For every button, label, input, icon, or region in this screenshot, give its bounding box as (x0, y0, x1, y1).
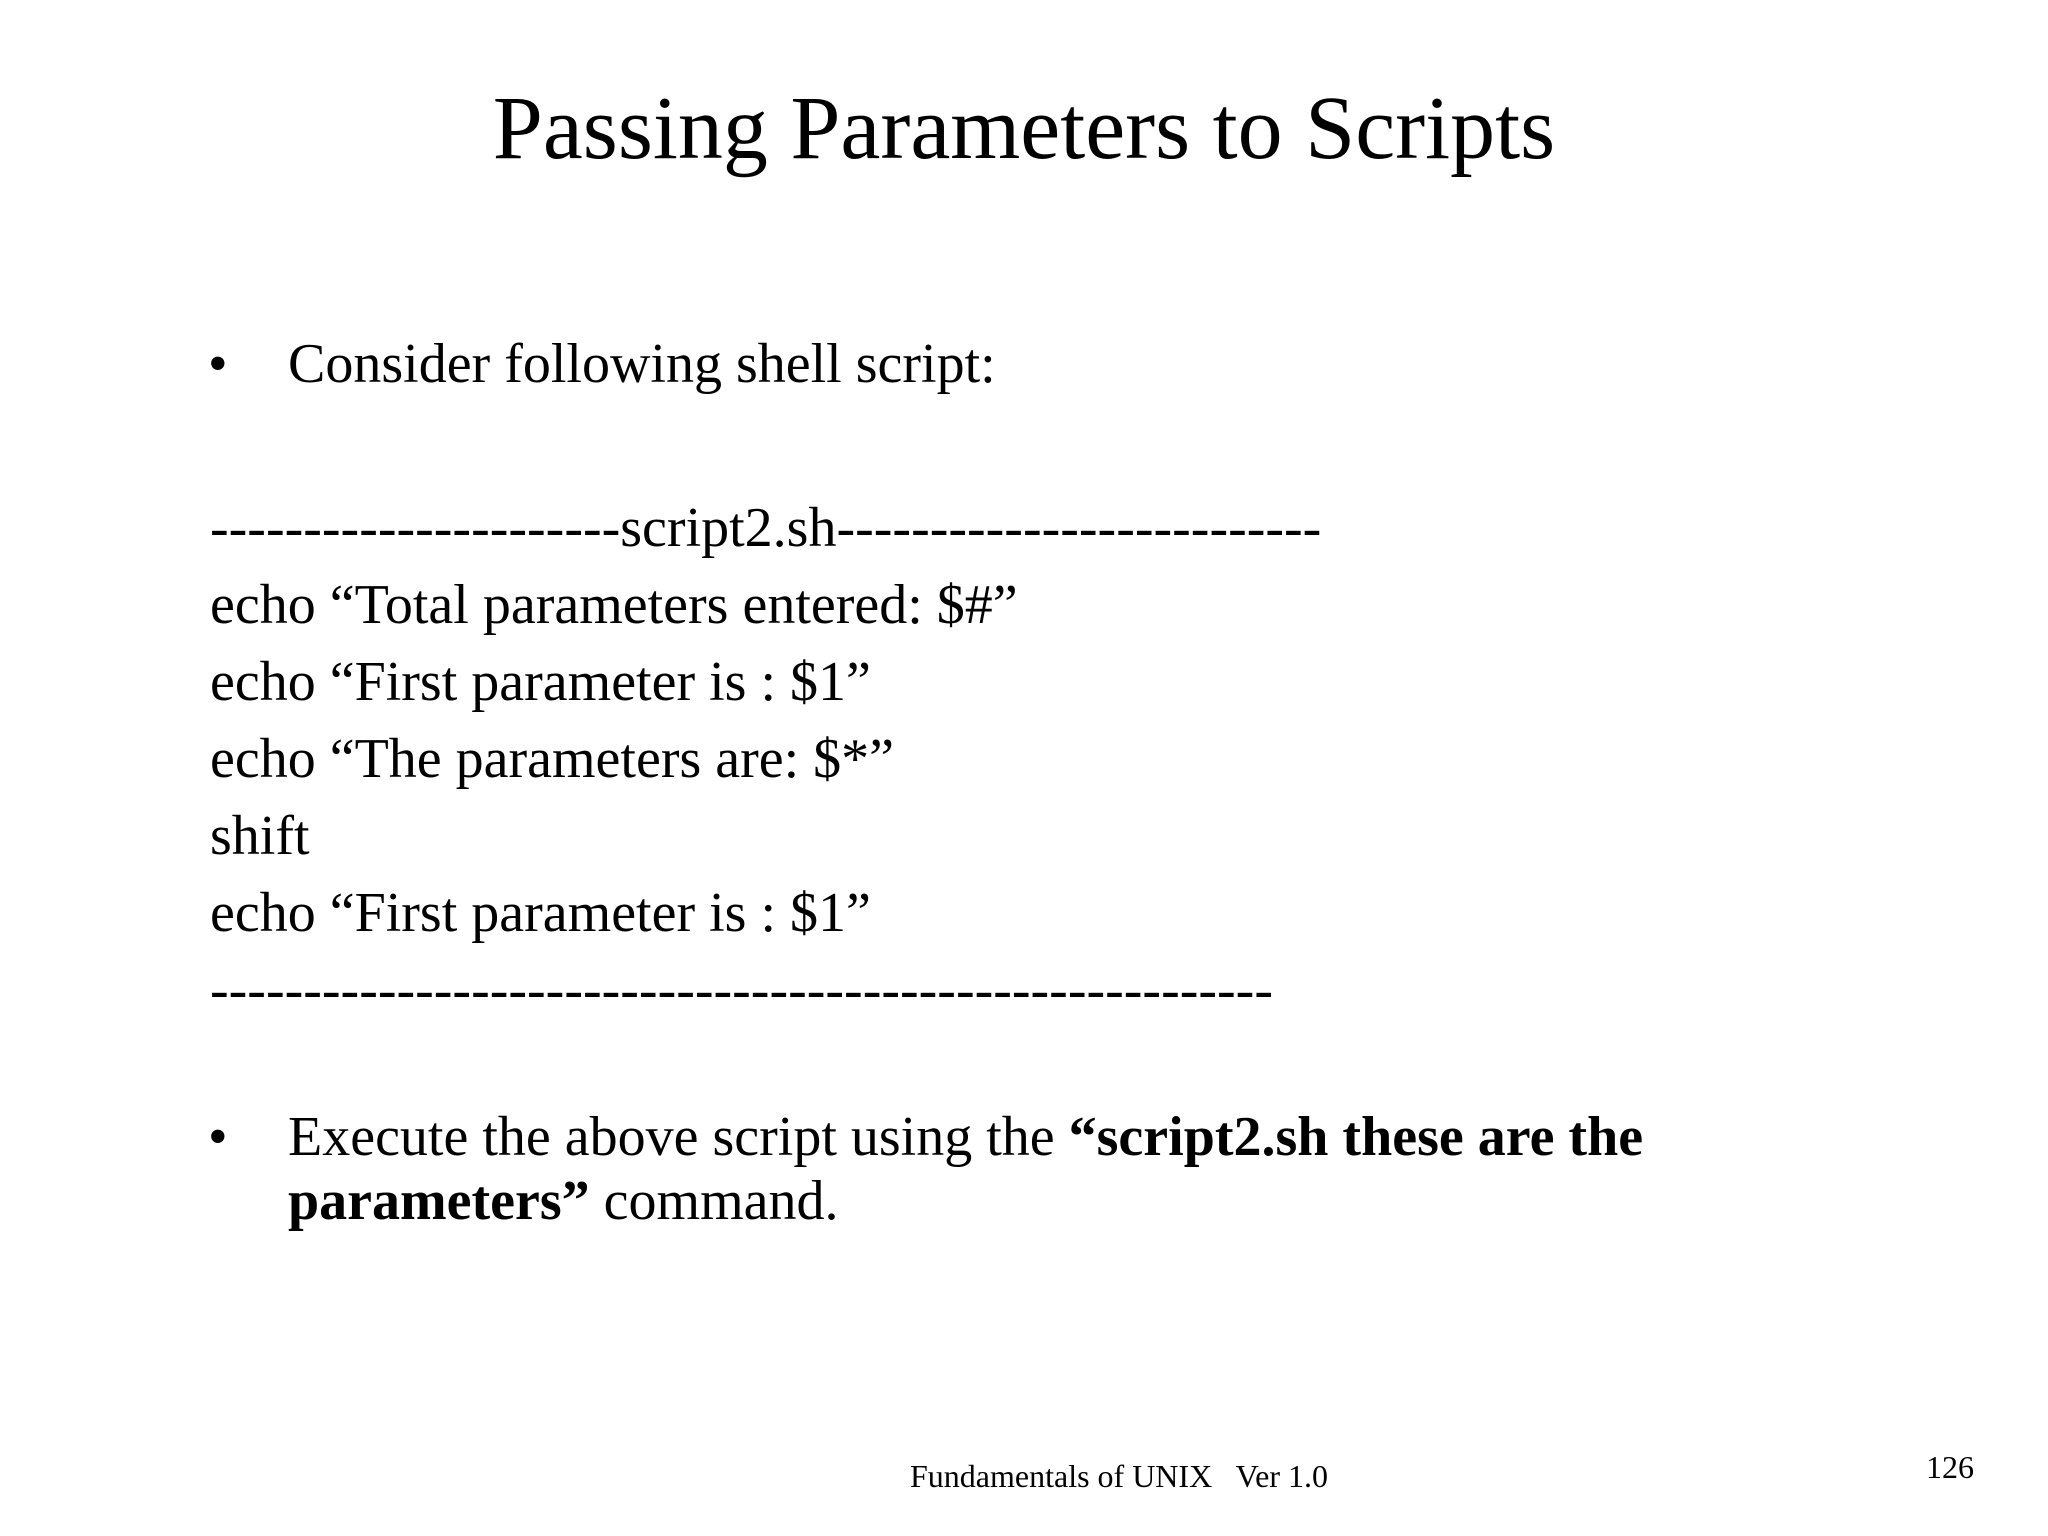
command-text: “script2.sh these are the parameters” (288, 1106, 1644, 1232)
bullet-icon: • (208, 1106, 228, 1168)
bullet-text: Consider following shell script: (288, 333, 996, 395)
script-line: echo “First parameter is : $1” (210, 651, 871, 713)
page-number: 126 (1926, 1449, 1974, 1485)
script-line: echo “The parameters are: $*” (210, 728, 895, 790)
slide-title: Passing Parameters to Scripts (492, 79, 1556, 178)
script-separator-top: ----------------------script2.sh-------------------------- (210, 497, 1322, 559)
script-separator-bottom: --------------------------------------------------------- (210, 959, 1273, 1021)
shell-script-listing (210, 490, 1660, 1029)
script-line: echo “First parameter is : $1” (210, 882, 871, 944)
footer-text: Fundamentals of UNIX Ver 1.0 (910, 1458, 1329, 1494)
bullet-text (288, 1105, 1798, 1233)
script-line: echo “Total parameters entered: $#” (210, 574, 1018, 636)
bullet-text-suffix: command. (589, 1170, 839, 1232)
bullet-text-prefix: Execute the above script using the (288, 1106, 1069, 1168)
bullet-icon: • (208, 333, 228, 395)
script-line: shift (210, 805, 310, 867)
